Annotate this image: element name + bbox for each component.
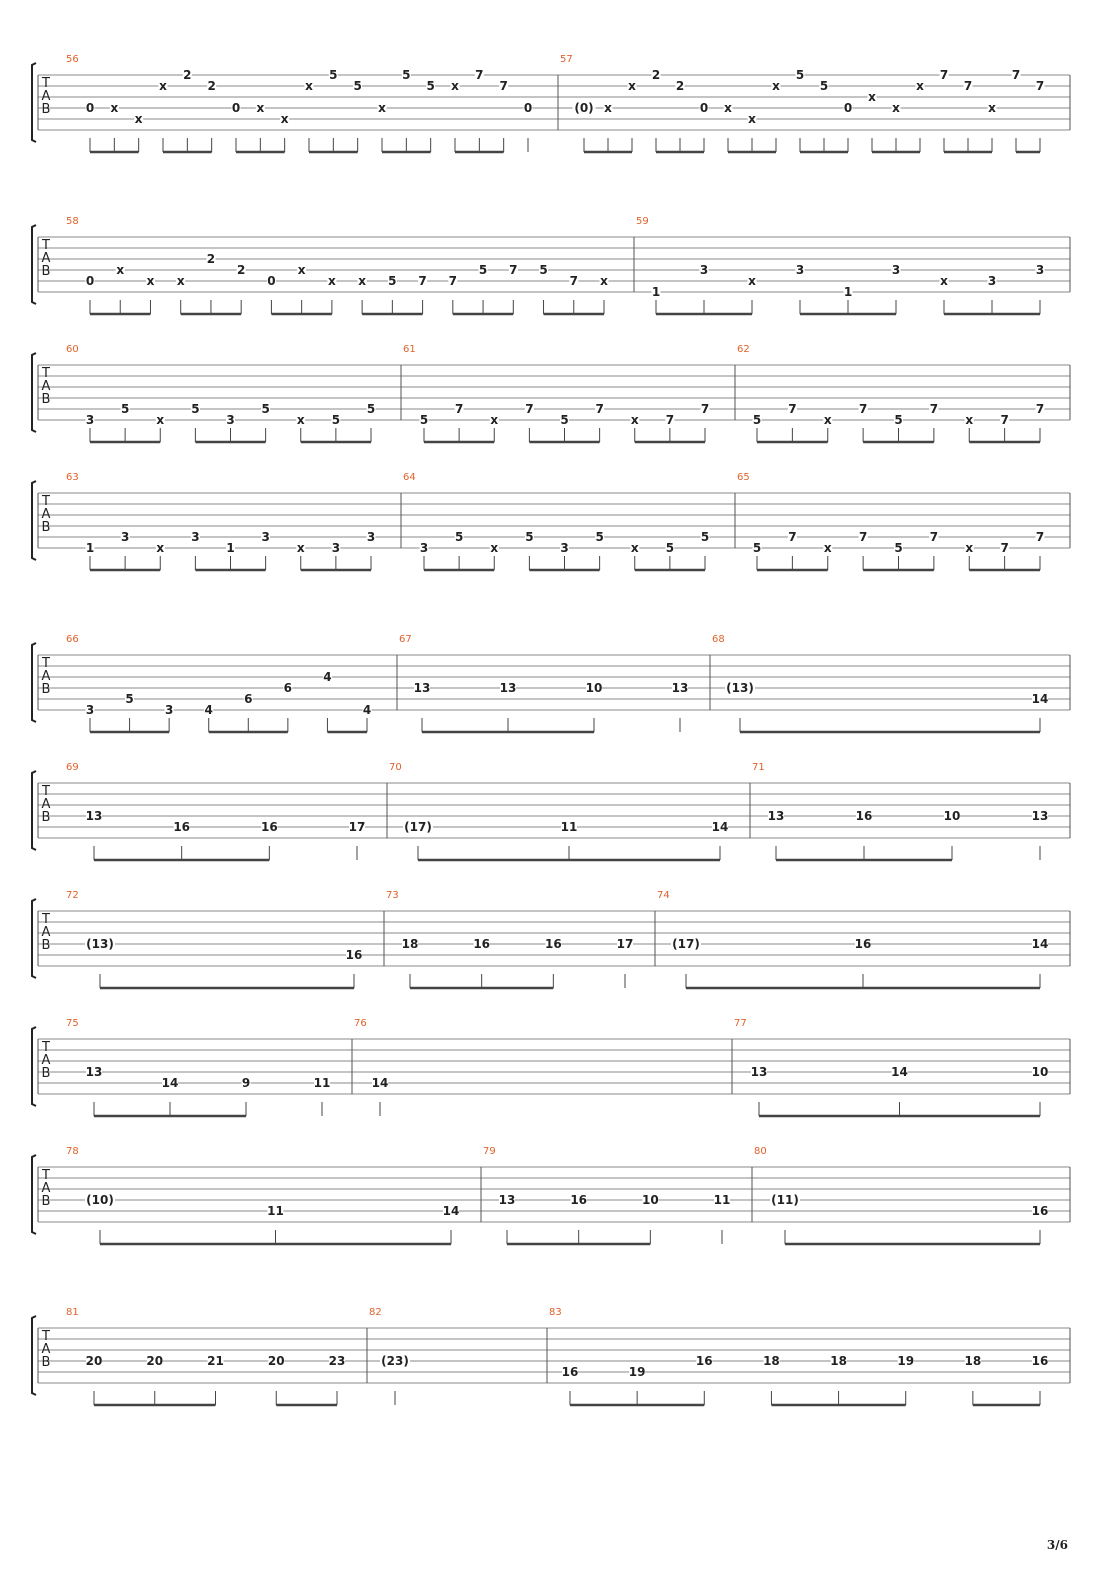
fret-number: 5 (539, 263, 548, 277)
fret-number: 7 (509, 263, 518, 277)
measure-number: 75 (66, 1018, 79, 1029)
fret-number: 16 (345, 948, 363, 962)
fret-number: 7 (665, 413, 675, 427)
fret-number: 19 (897, 1354, 915, 1368)
fret-number: 16 (570, 1193, 588, 1207)
fret-number: 16 (695, 1354, 713, 1368)
tab-clef-letter: A (41, 379, 51, 394)
measure-number: 68 (712, 634, 725, 645)
fret-number: 7 (475, 68, 484, 82)
fret-number: 3 (419, 541, 429, 555)
fret-number: 5 (353, 79, 362, 93)
fret-number: 7 (1000, 541, 1009, 555)
fret-number: 5 (125, 692, 134, 706)
fret-number: 5 (894, 541, 903, 555)
fret-number: 7 (858, 402, 868, 416)
tab-clef-letter: T (42, 784, 50, 799)
fret-number: 10 (641, 1193, 659, 1207)
fret-number: x (156, 413, 165, 427)
fret-number: 2 (236, 263, 246, 277)
fret-number: 7 (788, 402, 797, 416)
fret-number: x (280, 112, 289, 126)
fret-number: 17 (616, 937, 634, 951)
fret-number: x (988, 101, 996, 115)
fret-number: 4 (204, 703, 213, 717)
fret-number: 5 (329, 68, 338, 82)
fret-number: 5 (388, 274, 397, 288)
fret-number: 7 (1035, 79, 1045, 93)
fret-number: 16 (1031, 1354, 1049, 1368)
fret-number: x (600, 274, 608, 288)
fret-number: 9 (241, 1076, 251, 1090)
fret-number: 1 (226, 541, 235, 555)
fret-number: 14 (891, 1065, 908, 1079)
fret-number: 13 (767, 809, 785, 823)
fret-number: 7 (788, 530, 797, 544)
measure-number: 57 (560, 54, 573, 65)
measure-number: 72 (66, 890, 79, 901)
fret-number: 11 (267, 1204, 284, 1218)
fret-number: (17) (404, 820, 432, 834)
fret-number: x (965, 541, 974, 555)
fret-number: 3 (331, 541, 341, 555)
fret-number: x (630, 413, 639, 427)
tab-clef-letter: A (41, 507, 51, 522)
fret-number: 18 (401, 937, 419, 951)
tab-clef-letter: B (41, 520, 51, 535)
fret-number: 20 (267, 1354, 285, 1368)
fret-number: 5 (665, 541, 675, 555)
tab-clef-letter: A (41, 89, 51, 104)
measure-number: 56 (66, 54, 79, 65)
fret-number: 3 (85, 413, 95, 427)
tab-clef-letter: B (41, 1066, 51, 1081)
tab-clef-letter: B (41, 102, 51, 117)
tab-clef-letter: A (41, 797, 51, 812)
tab-clef-letter: B (41, 1194, 51, 1209)
fret-number: x (451, 79, 459, 93)
fret-number: 23 (328, 1354, 346, 1368)
fret-number: 11 (560, 820, 578, 834)
fret-number: 5 (752, 413, 762, 427)
fret-number: 5 (819, 79, 829, 93)
fret-number: 3 (226, 413, 235, 427)
tab-clef-letter: B (41, 392, 51, 407)
fret-number: 7 (858, 530, 868, 544)
tab-clef-letter: B (41, 938, 51, 953)
staff-bracket (32, 771, 36, 850)
measure-number: 66 (66, 634, 79, 645)
measure-number: 78 (66, 1146, 79, 1157)
fret-number: 5 (700, 530, 710, 544)
tab-clef-letter: T (42, 76, 50, 91)
measure-number: 60 (66, 344, 79, 355)
fret-number: x (630, 541, 639, 555)
fret-number: 13 (1031, 809, 1049, 823)
measure-number: 82 (369, 1307, 382, 1318)
measure-number: 77 (734, 1018, 747, 1029)
fret-number: 10 (585, 681, 603, 695)
fret-number: 0 (523, 101, 533, 115)
tab-clef-letter: A (41, 1181, 51, 1196)
measure-number: 81 (66, 1307, 79, 1318)
fret-number: 16 (854, 937, 872, 951)
fret-number: 7 (1011, 68, 1021, 82)
fret-number: 14 (161, 1076, 179, 1090)
fret-number: 5 (261, 402, 270, 416)
tab-clef-letter: T (42, 1329, 50, 1344)
fret-number: 7 (929, 530, 939, 544)
fret-number: 13 (85, 809, 103, 823)
fret-number: (13) (726, 681, 754, 695)
tab-clef-letter: T (42, 238, 50, 253)
fret-number: 5 (191, 402, 200, 416)
fret-number: 5 (454, 530, 464, 544)
fret-number: x (305, 79, 313, 93)
fret-number: 5 (426, 79, 435, 93)
fret-number: 20 (85, 1354, 103, 1368)
fret-number: 13 (499, 681, 517, 695)
measure-number: 69 (66, 762, 79, 773)
fret-number: x (892, 101, 900, 115)
fret-number: 3 (85, 703, 95, 717)
tab-clef-letter: B (41, 1355, 51, 1370)
fret-number: x (328, 274, 336, 288)
fret-number: 5 (366, 402, 376, 416)
fret-number: x (965, 413, 974, 427)
fret-number: 1 (651, 285, 661, 299)
fret-number: 0 (699, 101, 709, 115)
fret-number: 13 (750, 1065, 768, 1079)
staff-bracket (32, 1155, 36, 1234)
fret-number: 16 (1031, 1204, 1049, 1218)
fret-number: 0 (267, 274, 276, 288)
fret-number: 11 (313, 1076, 331, 1090)
tab-clef-letter: T (42, 1040, 50, 1055)
measure-number: 74 (657, 890, 670, 901)
fret-number: 2 (206, 252, 216, 266)
fret-number: x (256, 101, 265, 115)
tab-clef-letter: A (41, 925, 51, 940)
measure-number: 59 (636, 216, 649, 227)
fret-number: (17) (672, 937, 700, 951)
fret-number: x (628, 79, 636, 93)
fret-number: 7 (499, 79, 508, 93)
fret-number: 4 (323, 670, 332, 684)
tab-clef-letter: T (42, 1168, 50, 1183)
fret-number: 7 (1035, 530, 1045, 544)
fret-number: x (823, 413, 832, 427)
measure-number: 83 (549, 1307, 562, 1318)
fret-number: 0 (843, 101, 853, 115)
fret-number: 2 (675, 79, 685, 93)
fret-number: x (748, 274, 756, 288)
fret-number: 14 (371, 1076, 389, 1090)
staff-bracket (32, 1027, 36, 1106)
fret-number: 13 (671, 681, 689, 695)
fret-number: x (358, 274, 366, 288)
page-number: 3/6 (1046, 1538, 1068, 1552)
fret-number: x (159, 79, 167, 93)
fret-number: 7 (525, 402, 534, 416)
staff-bracket (32, 1316, 36, 1395)
fret-number: 7 (700, 402, 710, 416)
fret-number: 6 (283, 681, 293, 695)
fret-number: 18 (964, 1354, 982, 1368)
fret-number: 3 (366, 530, 376, 544)
fret-number: 5 (560, 413, 569, 427)
fret-number: 14 (711, 820, 729, 834)
fret-number: 5 (525, 530, 534, 544)
fret-number: (13) (86, 937, 114, 951)
tab-clef-letter: T (42, 494, 50, 509)
tab-clef-letter: B (41, 682, 51, 697)
fret-number: 13 (498, 1193, 516, 1207)
fret-number: x (110, 101, 119, 115)
staff-bracket (32, 353, 36, 432)
fret-number: 5 (419, 413, 429, 427)
fret-number: 3 (191, 530, 200, 544)
fret-number: 3 (699, 263, 709, 277)
measure-number: 63 (66, 472, 79, 483)
fret-number: 5 (894, 413, 903, 427)
fret-number: x (724, 101, 732, 115)
tab-clef-letter: T (42, 912, 50, 927)
fret-number: (0) (574, 101, 594, 115)
fret-number: 16 (855, 809, 873, 823)
fret-number: 5 (402, 68, 411, 82)
fret-number: 2 (207, 79, 216, 93)
fret-number: 13 (413, 681, 431, 695)
fret-number: x (772, 79, 780, 93)
measure-number: 62 (737, 344, 750, 355)
fret-number: x (916, 79, 924, 93)
fret-number: 5 (795, 68, 805, 82)
measure-number: 64 (403, 472, 416, 483)
fret-number: 7 (595, 402, 604, 416)
fret-number: (10) (86, 1193, 114, 1207)
fret-number: 13 (85, 1065, 103, 1079)
fret-number: x (297, 263, 306, 277)
tab-clef-letter: A (41, 1342, 51, 1357)
staff-bracket (32, 225, 36, 304)
fret-number: 14 (1031, 692, 1049, 706)
fret-number: (11) (771, 1193, 799, 1207)
staff-bracket (32, 63, 36, 142)
fret-number: 10 (1031, 1065, 1049, 1079)
fret-number: 20 (146, 1354, 164, 1368)
fret-number: 11 (713, 1193, 731, 1207)
measure-number: 76 (354, 1018, 367, 1029)
fret-number: x (940, 274, 948, 288)
tab-clef-letter: T (42, 656, 50, 671)
fret-number: 3 (891, 263, 901, 277)
tab-clef-letter: A (41, 251, 51, 266)
fret-number: 5 (331, 413, 341, 427)
fret-number: x (604, 101, 612, 115)
fret-number: 14 (442, 1204, 460, 1218)
fret-number: 2 (183, 68, 192, 82)
fret-number: 7 (1000, 413, 1009, 427)
measure-number: 65 (737, 472, 750, 483)
fret-number: 3 (120, 530, 130, 544)
fret-number: 16 (473, 937, 491, 951)
fret-number: 3 (1035, 263, 1045, 277)
fret-number: x (823, 541, 832, 555)
fret-number: 0 (85, 274, 95, 288)
fret-number: 4 (362, 703, 372, 717)
fret-number: 3 (560, 541, 569, 555)
measure-number: 71 (752, 762, 765, 773)
fret-number: 5 (752, 541, 762, 555)
fret-number: 17 (348, 820, 366, 834)
fret-number: 7 (454, 402, 464, 416)
fret-number: 0 (231, 101, 241, 115)
fret-number: x (296, 413, 305, 427)
fret-number: x (146, 274, 155, 288)
fret-number: 21 (207, 1354, 224, 1368)
fret-number: 7 (448, 274, 458, 288)
tab-clef-letter: A (41, 669, 51, 684)
fret-number: 7 (963, 79, 973, 93)
fret-number: x (156, 541, 165, 555)
fret-number: 19 (628, 1365, 646, 1379)
staff-bracket (32, 481, 36, 560)
fret-number: 3 (261, 530, 270, 544)
measure-number: 73 (386, 890, 399, 901)
fret-number: 7 (1035, 402, 1045, 416)
fret-number: x (176, 274, 185, 288)
fret-number: 5 (595, 530, 604, 544)
tab-clef-letter: A (41, 1053, 51, 1068)
fret-number: x (134, 112, 143, 126)
tab-clef-letter: B (41, 810, 51, 825)
fret-number: x (296, 541, 305, 555)
measure-number: 80 (754, 1146, 767, 1157)
fret-number: 5 (120, 402, 130, 416)
measure-number: 70 (389, 762, 402, 773)
fret-number: 5 (478, 263, 488, 277)
fret-number: 3 (795, 263, 805, 277)
fret-number: 3 (987, 274, 997, 288)
fret-number: 3 (164, 703, 174, 717)
staff-bracket (32, 899, 36, 978)
staff-bracket (32, 643, 36, 722)
measure-number: 79 (483, 1146, 496, 1157)
fret-number: (23) (381, 1354, 409, 1368)
fret-number: 10 (943, 809, 961, 823)
fret-number: x (490, 541, 499, 555)
fret-number: x (868, 90, 876, 104)
measure-number: 61 (403, 344, 416, 355)
fret-number: 7 (929, 402, 939, 416)
measure-number: 67 (399, 634, 412, 645)
fret-number: 16 (173, 820, 191, 834)
fret-number: 16 (260, 820, 278, 834)
fret-number: 0 (85, 101, 95, 115)
fret-number: x (490, 413, 499, 427)
measure-number: 58 (66, 216, 79, 227)
fret-number: 7 (418, 274, 427, 288)
fret-number: 18 (830, 1354, 847, 1368)
fret-number: 16 (561, 1365, 579, 1379)
tab-clef-letter: B (41, 264, 51, 279)
fret-number: 14 (1031, 937, 1049, 951)
fret-number: 16 (544, 937, 562, 951)
fret-number: x (378, 101, 386, 115)
tab-clef-letter: T (42, 366, 50, 381)
fret-number: 6 (244, 692, 253, 706)
fret-number: 7 (939, 68, 949, 82)
fret-number: 2 (651, 68, 661, 82)
fret-number: 7 (569, 274, 578, 288)
fret-number: x (748, 112, 756, 126)
fret-number: 1 (85, 541, 95, 555)
fret-number: 18 (763, 1354, 780, 1368)
fret-number: 1 (843, 285, 853, 299)
fret-number: x (116, 263, 125, 277)
